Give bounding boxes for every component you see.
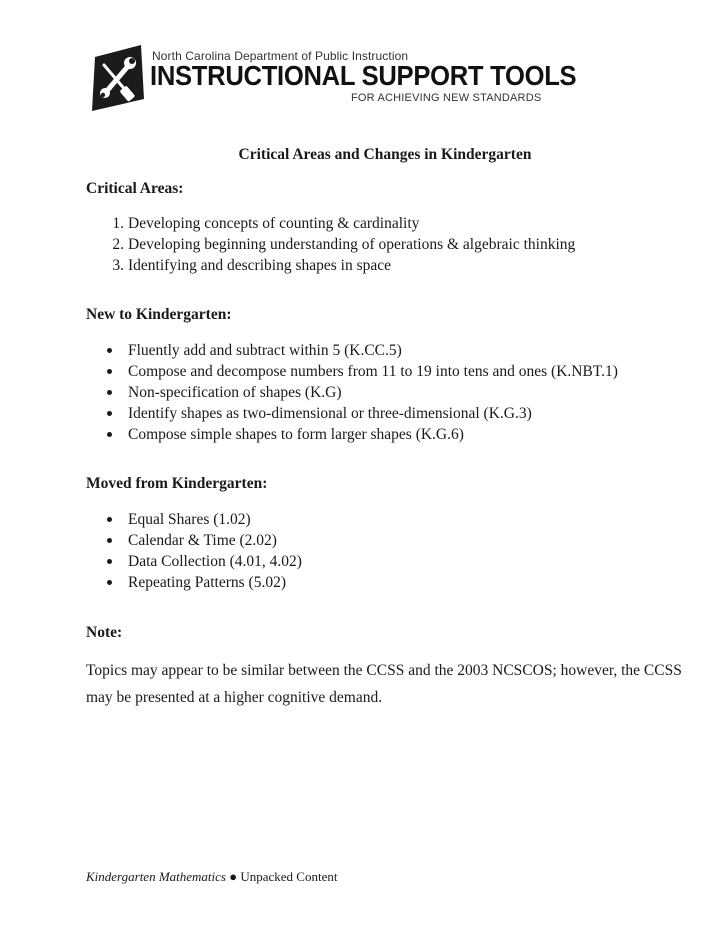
list-item: 2. Developing beginning understanding of operations & algebraic thinking [112, 236, 576, 253]
list-item: Fluently add and subtract within 5 (K.CC.5) [128, 340, 618, 361]
footer-subject: Kindergarten Mathematics [86, 869, 226, 884]
list-item: Repeating Patterns (5.02) [128, 572, 302, 593]
bullet-icon [107, 411, 112, 416]
moved-from-list [128, 509, 302, 593]
critical-areas-heading: Critical Areas: [86, 180, 184, 197]
footer-label: Unpacked Content [240, 869, 338, 884]
list-item: Non-specification of shapes (K.G) [128, 382, 618, 403]
bullet-icon [107, 369, 112, 374]
list-item: 3. Identifying and describing shapes in space [112, 257, 391, 274]
list-item: Data Collection (4.01, 4.02) [128, 551, 302, 572]
bullet-icon [107, 538, 112, 543]
moved-from-heading: Moved from Kindergarten: [86, 475, 268, 492]
bullet-icon [107, 390, 112, 395]
bullet-icon [107, 580, 112, 585]
list-item: Calendar & Time (2.02) [128, 530, 302, 551]
list-item: Compose and decompose numbers from 11 to 19 into tens and ones (K.NBT.1) [128, 361, 618, 382]
ist-logo [87, 45, 577, 111]
list-item: Compose simple shapes to form larger shapes (K.G.6) [128, 424, 618, 445]
logo-tagline: FOR ACHIEVING NEW STANDARDS [351, 92, 542, 104]
org-name: North Carolina Department of Public Instruction [152, 49, 409, 63]
list-item: Equal Shares (1.02) [128, 509, 302, 530]
page-title: Critical Areas and Changes in Kindergarten [238, 146, 532, 163]
note-body: Topics may appear to be similar between the CCSS and the 2003 NCSCOS; however, the CCSS may be presented at a higher cognitive demand. [86, 662, 682, 706]
footer-separator: ● [229, 869, 238, 884]
note-heading: Note: [86, 624, 123, 641]
critical-areas-list [112, 213, 576, 276]
list-item: 1. Developing concepts of counting & cardinality [112, 215, 420, 232]
new-to-heading: New to Kindergarten: [86, 306, 232, 323]
new-to-list [128, 340, 618, 445]
logo-title: INSTRUCTIONAL SUPPORT TOOLS [150, 60, 577, 91]
bullet-icon [107, 517, 112, 522]
bullet-icon [107, 432, 112, 437]
page-footer [86, 869, 337, 885]
list-item: Identify shapes as two-dimensional or three-dimensional (K.G.3) [128, 403, 618, 424]
bullet-icon [107, 559, 112, 564]
bullet-icon [107, 348, 112, 353]
wrench-screwdriver-icon [87, 45, 144, 111]
